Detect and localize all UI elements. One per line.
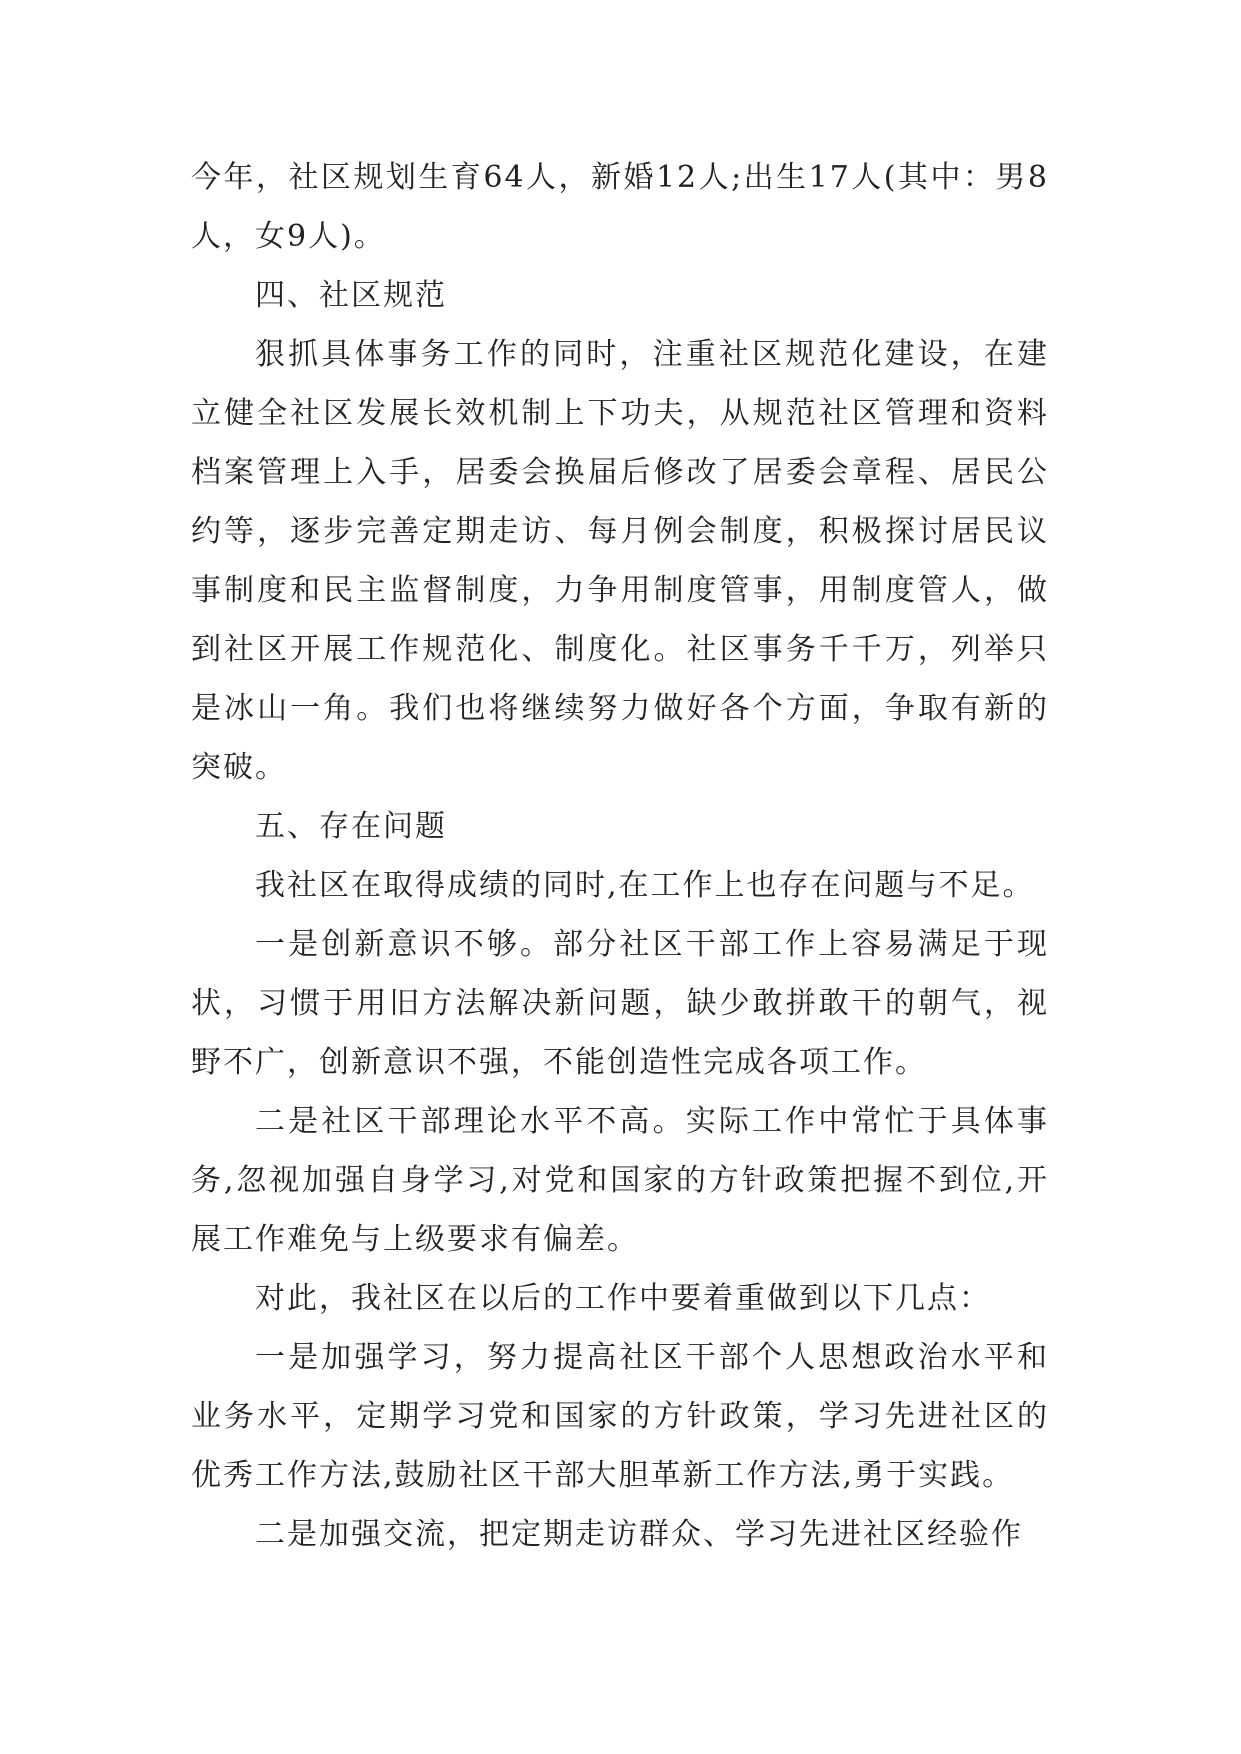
paragraph-measure-one: 一是加强学习，努力提高社区干部个人思想政治水平和业务水平，定期学习党和国家的方针政策，学习先进社区的优秀工作方法,鼓励社区干部大胆革新工作方法,勇于实践。 (191, 1340, 1049, 1493)
paragraph-problems-intro: 我社区在取得成绩的同时,在工作上也存在问题与不足。 (255, 868, 1035, 903)
section-heading-existing-problems: 五、存在问题 (255, 809, 447, 844)
paragraph-family-planning-stats: 今年，社区规划生育64人，新婚12人;出生17人(其中：男8人，女9人)。 (191, 160, 1049, 254)
paragraph-problem-one: 一是创新意识不够。部分社区干部工作上容易满足于现状，习惯于用旧方法解决新问题，缺少敢拼敢干的朝气，视野不广，创新意识不强，不能创造性完成各项工作。 (191, 927, 1049, 1080)
paragraph-measure-two: 二是加强交流，把定期走访群众、学习先进社区经验作 (255, 1517, 1023, 1552)
paragraph-standardization: 狠抓具体事务工作的同时，注重社区规范化建设，在建立健全社区发展长效机制上下功夫，从规范社区管理和资料档案管理上入手，居委会换届后修改了居委会章程、居民公约等，逐步完善定期走访、每月例会制度，积极探讨居民议事制度和民主监督制度，力争用制度管事，用制度管人，做到社区开展工作规范化、制度化。社区事务千千万，列举只是冰山一角。我们也将继续努力做好各个方面，争取有新的突破。 (191, 337, 1049, 785)
document-body (191, 148, 1049, 1564)
paragraph-measures-intro: 对此，我社区在以后的工作中要着重做到以下几点： (255, 1281, 991, 1316)
section-heading-community-standards: 四、社区规范 (255, 278, 447, 313)
paragraph-problem-two: 二是社区干部理论水平不高。实际工作中常忙于具体事务,忽视加强自身学习,对党和国家的方针政策把握不到位,开展工作难免与上级要求有偏差。 (191, 1104, 1049, 1257)
